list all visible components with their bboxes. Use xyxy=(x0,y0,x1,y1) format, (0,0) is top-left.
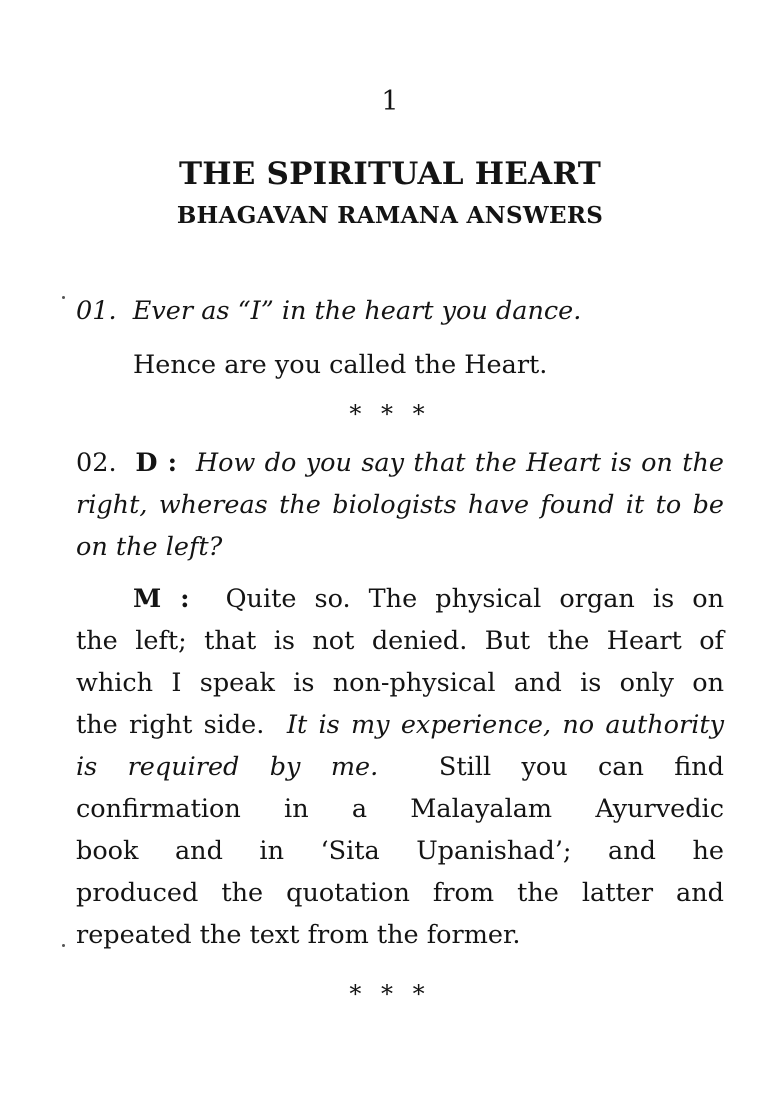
answer-line-7: book and in ‘Sita Upanishad’; and he xyxy=(76,836,724,866)
answer-line-9: repeated the text from the former. xyxy=(76,920,521,950)
verse-line-1 xyxy=(76,290,724,332)
verse-01 xyxy=(76,290,724,386)
qa-number: 02. xyxy=(76,448,117,478)
answer-line-6: confirmation in a Malayalam Ayurvedic xyxy=(76,794,724,824)
verse-number: 01. xyxy=(76,296,117,326)
answer-text-4b: It is my experience, no authority xyxy=(286,710,725,740)
master-label: M : xyxy=(133,584,190,614)
section-separator-1: * * * xyxy=(349,400,431,428)
question-line-1 xyxy=(76,442,724,484)
chapter-subtitle: BHAGAVAN RAMANA ANSWERS xyxy=(176,202,604,229)
verse-line-2 xyxy=(76,344,724,386)
page-number: 1 xyxy=(381,86,399,117)
verse-text-2: Hence are you called the Heart. xyxy=(133,350,548,380)
section-separator-2: * * * xyxy=(349,980,431,1008)
question-line-2: right, whereas the biologists have found it to be xyxy=(76,490,724,520)
answer-line-3: which I speak is non-physical and is only on xyxy=(76,668,724,698)
answer-text-4a: the right side. xyxy=(76,710,265,740)
answer-text-5b: Still you can find xyxy=(438,752,725,782)
chapter-title: THE SPIRITUAL HEART xyxy=(178,156,602,192)
disciple-label: D : xyxy=(135,448,178,478)
qa-02 xyxy=(76,442,724,956)
question-text-1: How do you say that the Heart is on the xyxy=(195,448,725,478)
scan-speck xyxy=(62,944,65,947)
scan-speck xyxy=(62,296,65,299)
answer-line-4 xyxy=(76,704,724,746)
verse-text-1: Ever as “I” in the heart you dance. xyxy=(132,296,582,326)
answer-line-5 xyxy=(76,746,724,788)
answer-line-8: produced the quotation from the latter and xyxy=(76,878,724,908)
question-line-3: on the left? xyxy=(76,532,223,562)
answer-text-1: Quite so. The physical organ is on xyxy=(225,584,724,614)
answer-line-1 xyxy=(76,578,724,620)
answer-text-5a: is required by me. xyxy=(76,752,379,782)
answer-line-2: the left; that is not denied. But the Heart of xyxy=(76,626,724,656)
